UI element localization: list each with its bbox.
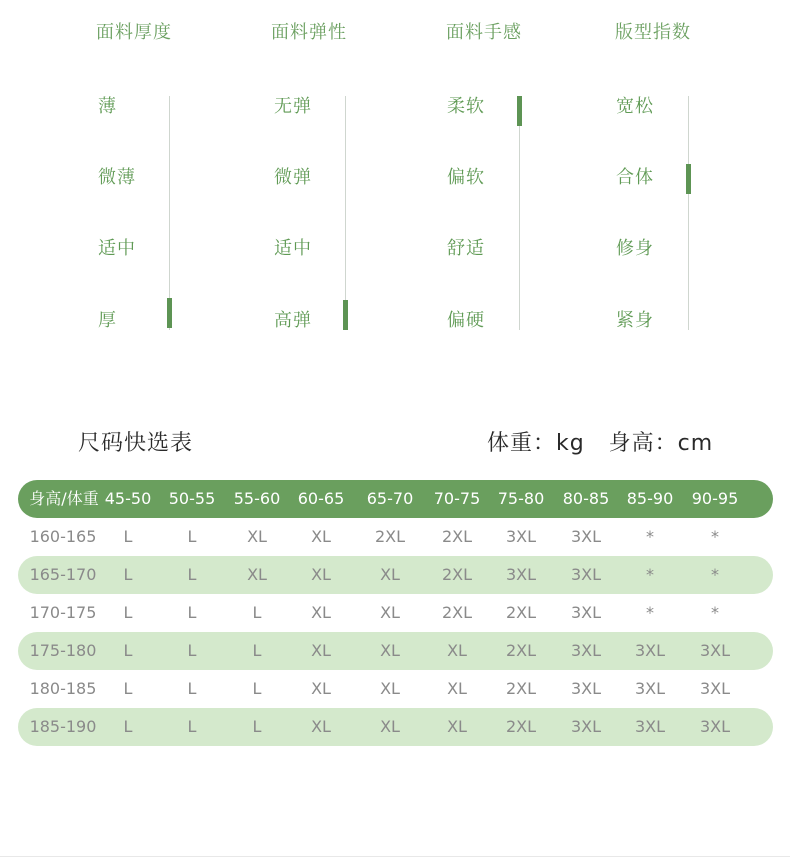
row-height-cell: 175-180 xyxy=(29,641,97,660)
size-cell: L xyxy=(252,641,262,660)
size-cell: 3XL xyxy=(570,565,602,584)
header-cell-weight-90-95: 90-95 xyxy=(691,489,739,508)
elasticity-option-slight: 微弹 xyxy=(274,167,312,188)
fit-option-tight: 紧身 xyxy=(616,310,654,331)
size-cell: 3XL xyxy=(570,527,602,546)
size-cell: 3XL xyxy=(634,679,666,698)
hand-feel-option-comfortable: 舒适 xyxy=(447,238,485,259)
size-cell: 2XL xyxy=(441,527,473,546)
thickness-selected-marker xyxy=(167,298,172,328)
size-cell: XL xyxy=(247,527,267,546)
fit-option-loose: 宽松 xyxy=(616,96,654,117)
size-cell: * xyxy=(711,565,719,584)
row-height-cell: 180-185 xyxy=(29,679,97,698)
size-cell: 3XL xyxy=(634,717,666,736)
header-cell-weight-75-80: 75-80 xyxy=(497,489,545,508)
size-cell: XL xyxy=(311,717,331,736)
thickness-option-thin: 薄 xyxy=(98,96,117,117)
size-cell: 2XL xyxy=(441,603,473,622)
size-cell: * xyxy=(711,527,719,546)
size-cell: L xyxy=(187,641,197,660)
header-cell-weight-45-50: 45-50 xyxy=(104,489,152,508)
size-cell: 2XL xyxy=(505,641,537,660)
elasticity-option-none: 无弹 xyxy=(274,96,312,117)
fit-scale-line xyxy=(688,96,689,330)
thickness-title: 面料厚度 xyxy=(96,22,172,43)
size-cell: XL xyxy=(380,603,400,622)
size-cell: L xyxy=(187,717,197,736)
size-cell: XL xyxy=(447,641,467,660)
size-cell: 2XL xyxy=(505,717,537,736)
fit-title: 版型指数 xyxy=(615,22,691,43)
size-cell: L xyxy=(187,565,197,584)
size-cell: 3XL xyxy=(634,641,666,660)
size-cell: L xyxy=(252,679,262,698)
size-cell: 2XL xyxy=(374,527,406,546)
size-cell: 2XL xyxy=(505,679,537,698)
size-cell: 3XL xyxy=(699,717,731,736)
size-cell: L xyxy=(123,679,133,698)
header-cell-weight-85-90: 85-90 xyxy=(626,489,674,508)
hand-feel-option-soft: 柔软 xyxy=(447,96,485,117)
size-cell: 3XL xyxy=(505,565,537,584)
elasticity-scale-line xyxy=(345,96,346,330)
hand-feel-scale-line xyxy=(519,96,520,330)
size-cell: L xyxy=(252,717,262,736)
size-cell: XL xyxy=(447,679,467,698)
thickness-option-slightly-thin: 微薄 xyxy=(98,167,136,188)
row-height-cell: 170-175 xyxy=(29,603,97,622)
size-cell: 2XL xyxy=(505,603,537,622)
size-cell: L xyxy=(187,679,197,698)
size-cell: L xyxy=(187,603,197,622)
size-cell: XL xyxy=(380,717,400,736)
size-cell: 3XL xyxy=(505,527,537,546)
hand-feel-option-slightly-soft: 偏软 xyxy=(447,167,485,188)
header-cell-weight-55-60: 55-60 xyxy=(233,489,281,508)
header-cell-weight-50-55: 50-55 xyxy=(168,489,216,508)
row-height-cell: 165-170 xyxy=(29,565,97,584)
elasticity-option-high: 高弹 xyxy=(274,310,312,331)
size-cell: XL xyxy=(247,565,267,584)
size-cell: 3XL xyxy=(570,679,602,698)
size-cell: L xyxy=(123,717,133,736)
fit-selected-marker xyxy=(686,164,691,194)
size-cell: * xyxy=(711,603,719,622)
size-cell: XL xyxy=(380,641,400,660)
elasticity-title: 面料弹性 xyxy=(271,22,347,43)
size-cell: L xyxy=(123,641,133,660)
fit-option-slim: 修身 xyxy=(616,238,654,259)
size-cell: 3XL xyxy=(570,641,602,660)
size-cell: XL xyxy=(311,603,331,622)
thickness-option-moderate: 适中 xyxy=(98,238,136,259)
size-cell: 3XL xyxy=(570,603,602,622)
thickness-scale-line xyxy=(169,96,170,330)
hand-feel-selected-marker xyxy=(517,96,522,126)
size-cell: 3XL xyxy=(699,641,731,660)
header-cell-weight-65-70: 65-70 xyxy=(366,489,414,508)
size-cell: 2XL xyxy=(441,565,473,584)
thickness-option-thick: 厚 xyxy=(98,310,117,331)
size-cell: L xyxy=(123,603,133,622)
size-cell: XL xyxy=(311,679,331,698)
row-height-cell: 160-165 xyxy=(29,527,97,546)
elasticity-selected-marker xyxy=(343,300,348,330)
size-cell: L xyxy=(123,527,133,546)
header-cell-height-weight: 身高/体重 xyxy=(29,489,99,508)
bottom-divider xyxy=(0,856,790,857)
header-cell-weight-80-85: 80-85 xyxy=(562,489,610,508)
size-cell: XL xyxy=(311,641,331,660)
size-cell: * xyxy=(646,603,654,622)
size-chart-units: 体重：kg 身高：cm xyxy=(487,431,714,456)
size-cell: L xyxy=(187,527,197,546)
hand-feel-title: 面料手感 xyxy=(446,22,522,43)
size-cell: XL xyxy=(447,717,467,736)
hand-feel-option-slightly-hard: 偏硬 xyxy=(447,310,485,331)
size-cell: XL xyxy=(380,679,400,698)
size-cell: XL xyxy=(380,565,400,584)
row-height-cell: 185-190 xyxy=(29,717,97,736)
header-cell-weight-60-65: 60-65 xyxy=(297,489,345,508)
size-cell: 3XL xyxy=(699,679,731,698)
header-cell-weight-70-75: 70-75 xyxy=(433,489,481,508)
elasticity-option-moderate: 适中 xyxy=(274,238,312,259)
size-cell: XL xyxy=(311,527,331,546)
size-cell: L xyxy=(123,565,133,584)
fit-option-regular: 合体 xyxy=(616,167,654,188)
size-cell: * xyxy=(646,565,654,584)
size-cell: 3XL xyxy=(570,717,602,736)
size-chart-title: 尺码快选表 xyxy=(78,431,194,456)
size-cell: XL xyxy=(311,565,331,584)
size-cell: * xyxy=(646,527,654,546)
size-cell: L xyxy=(252,603,262,622)
